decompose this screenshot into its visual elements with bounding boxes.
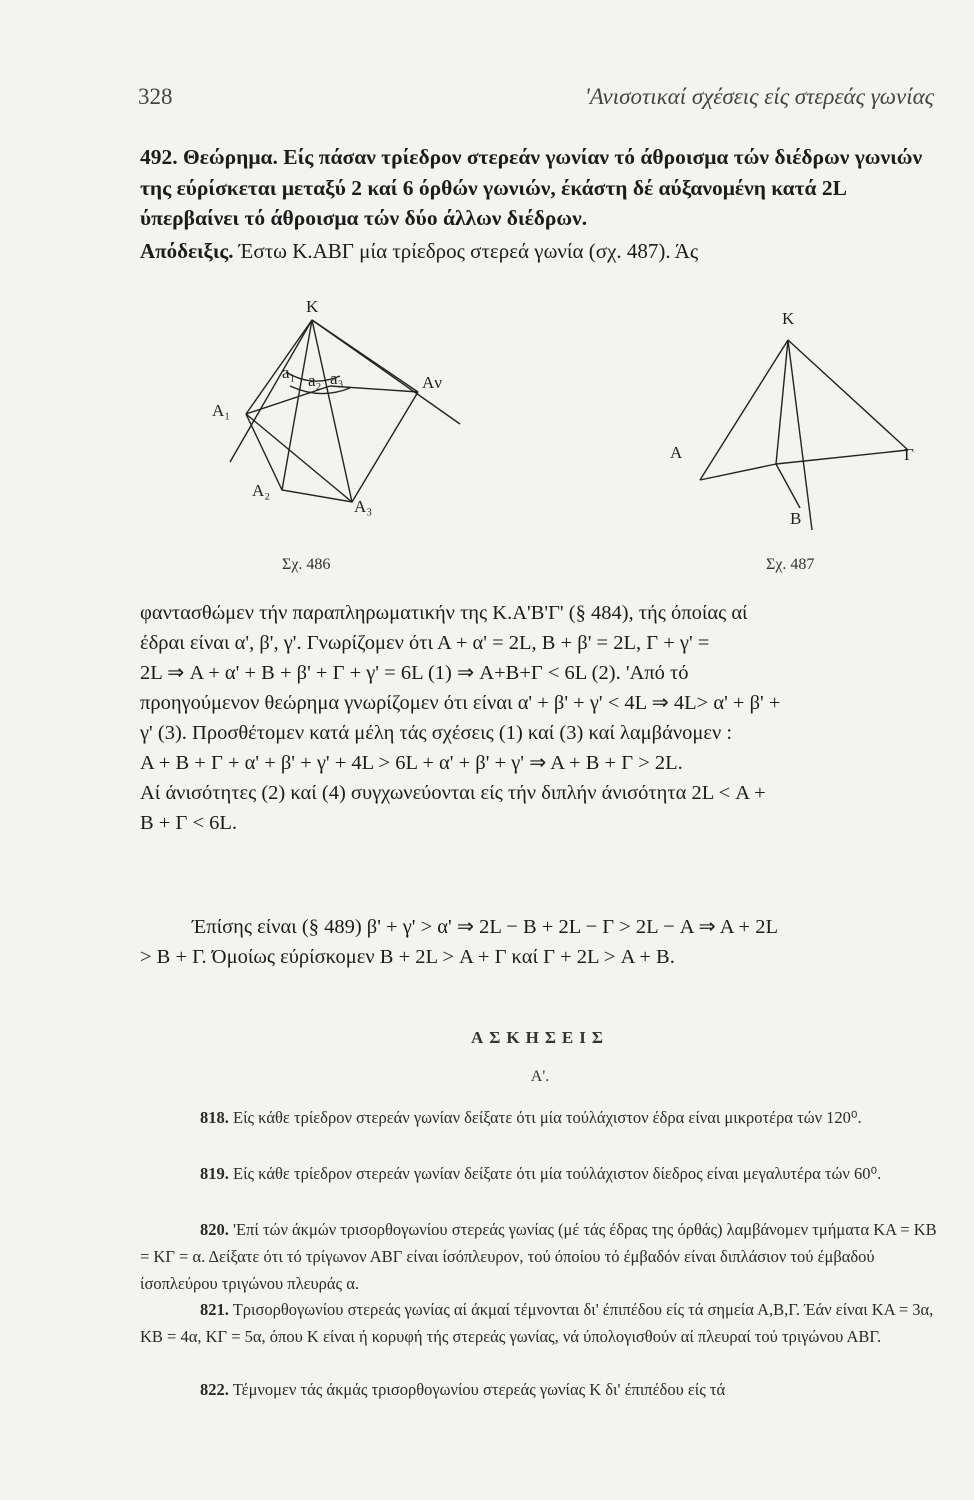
exercise-819 (140, 1160, 940, 1187)
page-number: 328 (138, 84, 173, 109)
text-line: Β + Γ < 6L. (140, 812, 238, 834)
exercise-820 (140, 1216, 940, 1297)
theorem-492 (140, 142, 940, 234)
theorem-heading: Θεώρημα. (183, 145, 278, 169)
figure-487 (660, 300, 930, 540)
label-alpha2: a₂ (308, 371, 322, 390)
proof-start (140, 236, 940, 266)
label-k: K (306, 297, 319, 316)
proof-paragraph-2 (140, 912, 940, 972)
theorem-number: 492. (140, 145, 178, 169)
proof-text: Έστω Κ.ΑΒΓ μία τρίεδρος στερεά γωνία (σχ. 487). Άς (238, 239, 699, 263)
text-line: έδραι είναι α', β', γ'. Γνωρίζομεν ότι Α + α' = 2L, Β + β' = 2L, Γ + γ' = (140, 632, 710, 654)
text-line: Έπίσης είναι (§ 489) β' + γ' > α' ⇒ 2L − Β + 2L − Γ > 2L − Α ⇒ Α + 2L (192, 916, 778, 938)
text-line: Αί άνισότητες (2) καί (4) συγχωνεύονται είς τήν διπλήν άνισότητα 2L < Α + (140, 782, 766, 804)
exercise-text: Είς κάθε τρίεδρον στερεάν γωνίαν δείξατε ότι μία τούλάχιστον έδρα είναι μικροτέρα τών 120⁰. (233, 1108, 862, 1127)
exercise-822 (140, 1376, 940, 1403)
label-k: K (782, 309, 795, 328)
theorem-text: Είς πάσαν τρίεδρον στερεάν γωνίαν τό άθροισμα τών διέδρων γωνιών της εύρίσκεται μεταξύ 2 καί 6 όρθών γωνιών, έκάστη δέ αύξανομένη κατά 2L ύπερβαίνει τό άθροισμα τών δύο άλλων διέδρων. (140, 145, 923, 230)
exercises-subtitle: Α'. (530, 1068, 550, 1085)
label-av: Aν (422, 373, 442, 392)
label-alpha3: a₃ (330, 369, 344, 388)
exercise-number: 818. (200, 1108, 229, 1127)
exercise-text: 'Επί τών άκμών τρισορθογωνίου στερεάς γωνίας (μέ τάς έδρας της όρθάς) λαμβάνομεν τμήματα ΚΑ = ΚΒ = ΚΓ = α. Δείξατε ότι τό τρίγωνον ΑΒΓ είναι ίσόπλευρον, τού όποίου τό έμβαδόν είναι διπλάσιον τού έμβαδού ίσοπλεύρου τριγώνου πλευράς α. (140, 1220, 937, 1293)
label-alpha1: a₁ (282, 363, 296, 382)
figure-486 (190, 292, 480, 552)
exercises-title: ΑΣΚΗΣΕΙΣ (470, 1028, 610, 1047)
exercise-text: Είς κάθε τρίεδρον στερεάν γωνίαν δείξατε ότι μία τούλάχιστον δίεδρος είναι μεγαλυτέρα τών 60⁰. (233, 1164, 882, 1183)
text-line: 2L ⇒ Α + α' + Β + β' + Γ + γ' = 6L (1) ⇒ Α+Β+Γ < 6L (2). 'Από τό (140, 662, 689, 684)
label-b: B (790, 509, 802, 528)
exercise-text: Τρισορθογωνίου στερεάς γωνίας αί άκμαί τέμνονται δι' έπιπέδου είς τά σημεία Α,Β,Γ. Έάν είναι ΚΑ = 3α, ΚΒ = 4α, ΚΓ = 5α, όπου Κ είναι ή κορυφή τής στερεάς γωνίας, νά ύπολογισθούν αί πλευραί τού τριγώνου ΑΒΓ. (140, 1300, 934, 1346)
label-a1: A₁ (212, 401, 231, 420)
running-title: 'Ανισοτικαί σχέσεις είς στερεάς γωνίας (584, 84, 934, 109)
exercise-number: 820. (200, 1220, 229, 1239)
label-a3: A₃ (354, 497, 373, 516)
exercise-number: 819. (200, 1164, 229, 1183)
text-line: γ' (3). Προσθέτομεν κατά μέλη τάς σχέσεις (1) καί (3) καί λαμβάνομεν : (140, 722, 733, 744)
text-line: > Β + Γ. Όμοίως εύρίσκομεν Β + 2L > Α + Γ καί Γ + 2L > Α + Β. (140, 946, 675, 968)
exercise-821 (140, 1296, 940, 1350)
exercise-818 (140, 1104, 940, 1131)
label-a: A (670, 443, 683, 462)
proof-label: Απόδειξις. (140, 239, 234, 263)
exercise-number: 821. (200, 1300, 229, 1319)
label-gamma: Γ (904, 445, 914, 464)
text-line: Α + Β + Γ + α' + β' + γ' + 4L > 6L + α' + β' + γ' ⇒ Α + Β + Γ > 2L. (140, 752, 683, 774)
text-line: προηγούμενον θεώρημα γνωρίζομεν ότι είναι α' + β' + γ' < 4L ⇒ 4L> α' + β' + (140, 692, 781, 714)
label-a2: A₂ (252, 481, 271, 500)
proof-paragraph-1 (140, 598, 940, 838)
exercise-text: Τέμνομεν τάς άκμάς τρισορθογωνίου στερεάς γωνίας Κ δι' έπιπέδου είς τά (232, 1380, 726, 1399)
exercise-number: 822. (200, 1380, 229, 1399)
caption-487: Σχ. 487 (766, 556, 815, 573)
text-line: φαντασθώμεν τήν παραπληρωματικήν της Κ.Α'Β'Γ' (§ 484), τής όποίας αί (140, 602, 748, 624)
caption-486: Σχ. 486 (282, 556, 331, 573)
page-header (138, 84, 934, 118)
